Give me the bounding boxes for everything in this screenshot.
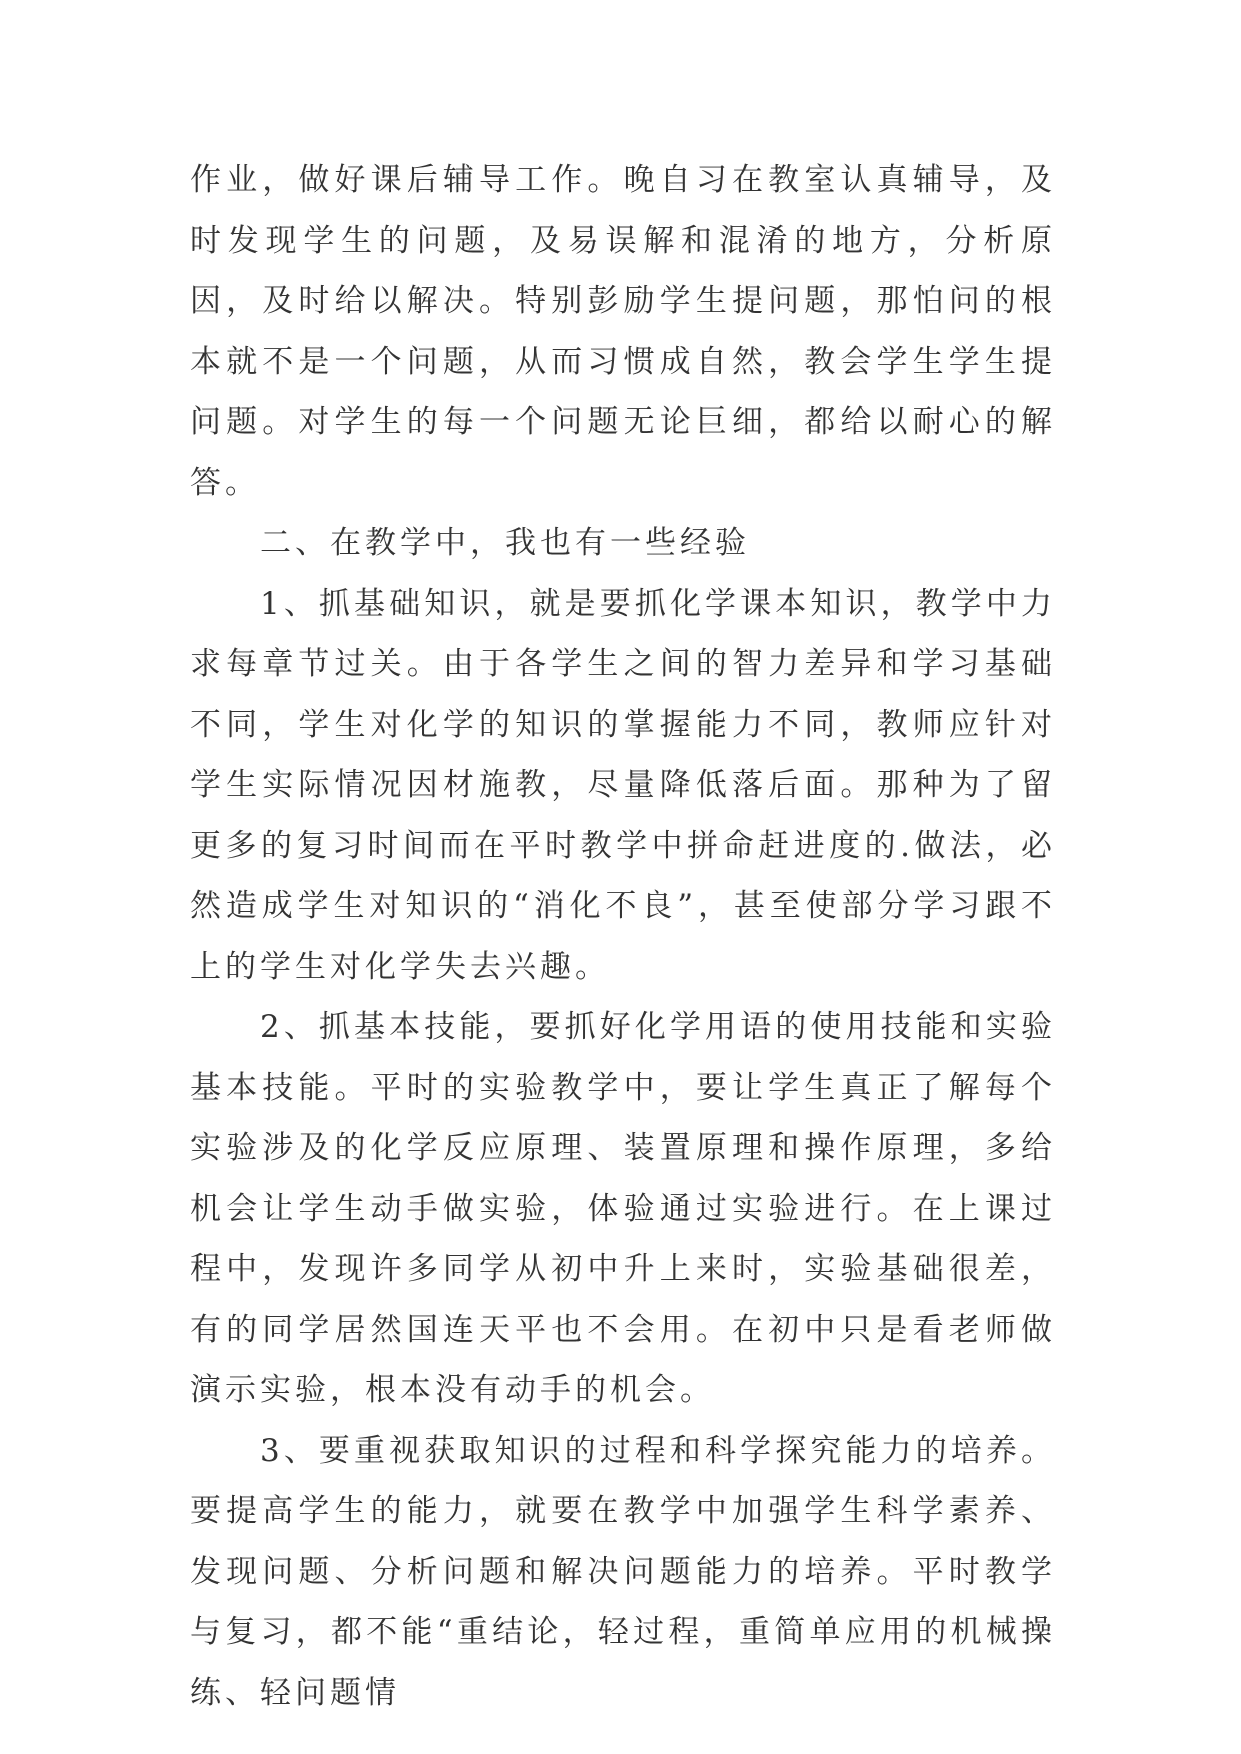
paragraph-basic-skills: 2、抓基本技能，要抓好化学用语的使用技能和实验基本技能。平时的实验教学中，要让学生真正了解每个实验涉及的化学反应原理、装置原理和操作原理，多给机会让学生动手做实验，体验通过实验进行。在上课过程中，发现许多同学从初中升上来时，实验基础很差，有的同学居然国连天平也不会用。在初中只是看老师做演示实验，根本没有动手的机会。: [190, 1009, 1056, 1408]
paragraph-inquiry-ability: 3、要重视获取知识的过程和科学探究能力的培养。要提高学生的能力，就要在教学中加强学生科学素养、发现问题、分析问题和解决问题能力的培养。平时教学与复习，都不能“重结论，轻过程，重简单应用的机械操练、轻问题情: [190, 1432, 1056, 1711]
heading-teaching-experience: 二、在教学中，我也有一些经验: [260, 525, 750, 561]
document-body: [190, 150, 1056, 1723]
paragraph-homework: 作业，做好课后辅导工作。晚自习在教室认真辅导，及时发现学生的问题，及易误解和混淆的地方，分析原因，及时给以解决。特别彭励学生提问题，那怕问的根本就不是一个问题，从而习惯成自然，教会学生学生提问题。对学生的每一个问题无论巨细，都给以耐心的解答。: [190, 162, 1056, 501]
paragraph-basic-knowledge: 1、抓基础知识，就是要抓化学课本知识，教学中力求每章节过关。由于各学生之间的智力差异和学习基础不同，学生对化学的知识的掌握能力不同，教师应针对学生实际情况因材施教，尽量降低落后面。那种为了留更多的复习时间而在平时教学中拼命赶进度的.做法，必然造成学生对知识的“消化不良”，甚至使部分学习跟不上的学生对化学失去兴趣。: [190, 585, 1056, 985]
